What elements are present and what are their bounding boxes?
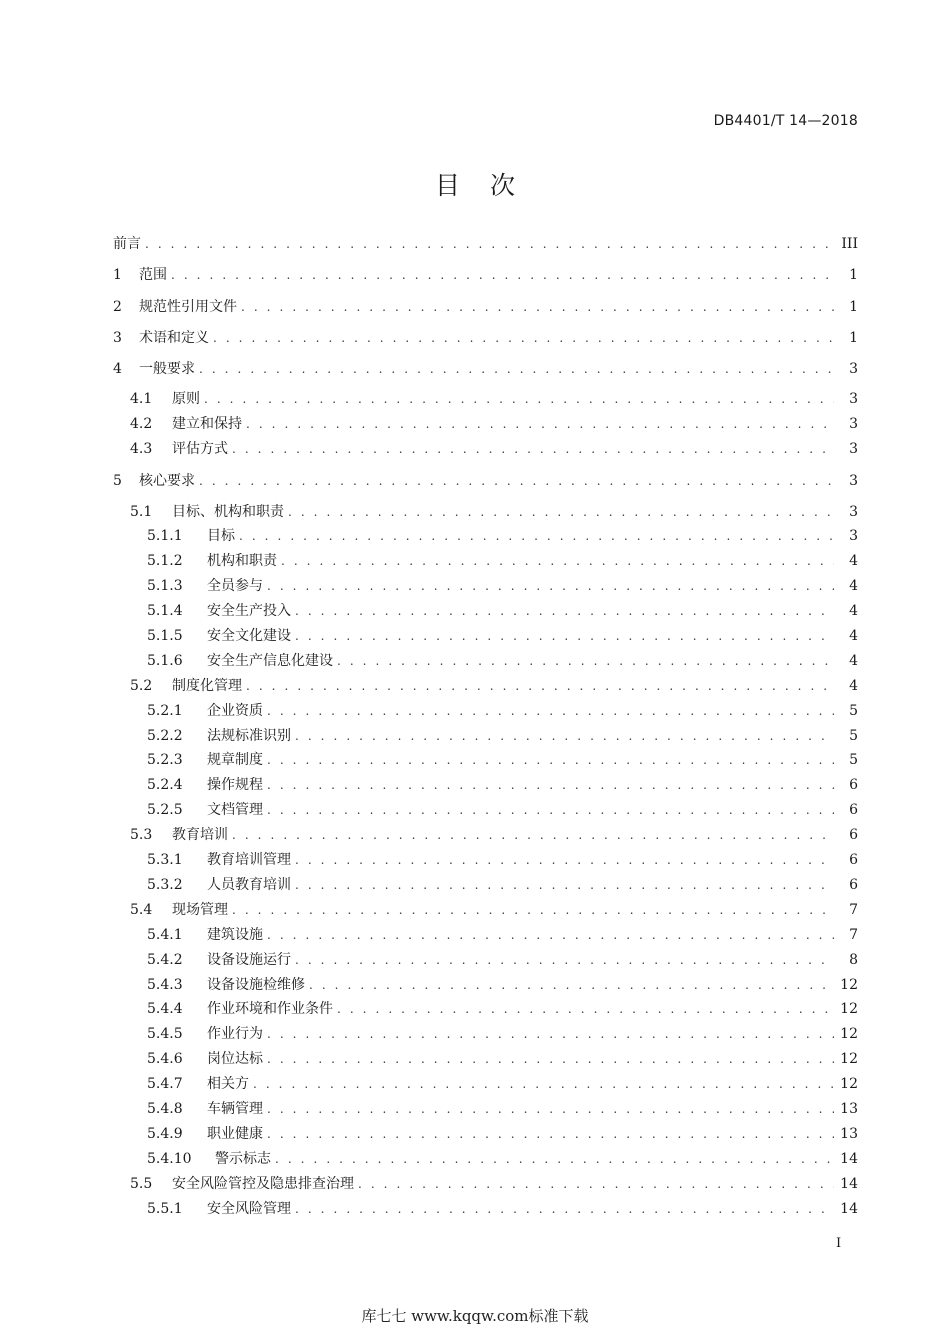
toc-entry[interactable]: [147, 524, 858, 548]
toc-entry[interactable]: [113, 232, 858, 256]
toc-entry-number: 4: [113, 361, 122, 377]
toc-entry-title: 操作规程: [207, 777, 263, 793]
toc-dot-leader: [358, 1172, 834, 1196]
toc-entry[interactable]: [113, 263, 858, 287]
toc-entry-number: 5.4.2: [147, 952, 183, 968]
toc-entry[interactable]: [130, 898, 858, 922]
toc-dot-leader: [213, 326, 834, 350]
toc-entry-number: 5.1.1: [147, 528, 183, 544]
toc-entry-page: 5: [849, 728, 858, 744]
toc-entry-page: 12: [840, 1051, 858, 1067]
toc-dot-leader: [267, 1022, 834, 1046]
toc-entry[interactable]: [130, 1172, 858, 1196]
toc-entry-page: 4: [849, 553, 858, 569]
toc-dot-leader: [232, 898, 834, 922]
toc-entry[interactable]: [147, 1147, 858, 1171]
toc-entry-page: 14: [840, 1176, 858, 1192]
toc-entry-number: 5.4.4: [147, 1001, 183, 1017]
toc-entry-page: 12: [840, 1001, 858, 1017]
toc-dot-leader: [275, 1147, 834, 1171]
toc-dot-leader: [295, 599, 834, 623]
toc-entry-number: 5.4.8: [147, 1101, 183, 1117]
toc-entry[interactable]: [147, 873, 858, 897]
toc-entry-title: 前言: [113, 236, 141, 252]
toc-entry-title: 岗位达标: [207, 1051, 263, 1067]
toc-entry[interactable]: [147, 997, 858, 1021]
toc-entry-page: 3: [849, 528, 858, 544]
toc-entry-title: 教育培训管理: [207, 852, 291, 868]
toc-entry-number: 5.2: [130, 678, 153, 694]
toc-dot-leader: [295, 873, 834, 897]
toc-dot-leader: [295, 848, 834, 872]
toc-entry-page: 1: [849, 267, 858, 283]
toc-entry[interactable]: [130, 412, 858, 436]
toc-entry[interactable]: [147, 624, 858, 648]
toc-entry-number: 5.1.6: [147, 653, 183, 669]
toc-entry-number: 3: [113, 330, 122, 346]
toc-entry-title: 术语和定义: [139, 330, 209, 346]
footer-watermark: 库七七 www.kqqw.com标准下载: [361, 1307, 589, 1325]
toc-entry-number: 5.2.5: [147, 802, 183, 818]
toc-entry-title: 作业行为: [207, 1026, 263, 1042]
toc-entry-title: 规章制度: [207, 752, 263, 768]
toc-dot-leader: [309, 973, 834, 997]
toc-dot-leader: [267, 1047, 834, 1071]
toc-entry-page: 12: [840, 1076, 858, 1092]
toc-entry-title: 设备设施运行: [207, 952, 291, 968]
toc-entry-page: 13: [840, 1101, 858, 1117]
toc-entry-title: 文档管理: [207, 802, 263, 818]
toc-dot-leader: [295, 624, 834, 648]
toc-entry-number: 5.5: [130, 1176, 153, 1192]
toc-entry-title: 相关方: [207, 1076, 249, 1092]
toc-entry[interactable]: [147, 1022, 858, 1046]
toc-entry-page: 6: [849, 852, 858, 868]
toc-entry-number: 5.4: [130, 902, 153, 918]
toc-entry-title: 安全风险管理: [207, 1201, 291, 1217]
document-code: DB4401/T 14—2018: [713, 113, 858, 129]
toc-entry[interactable]: [147, 1197, 858, 1221]
toc-entry-page: 3: [849, 391, 858, 407]
toc-entry[interactable]: [147, 1072, 858, 1096]
toc-entry[interactable]: [147, 1122, 858, 1146]
toc-entry-number: 4.1: [130, 391, 153, 407]
toc-entry-page: 6: [849, 877, 858, 893]
toc-entry[interactable]: [147, 649, 858, 673]
toc-entry-page: 5: [849, 703, 858, 719]
toc-entry[interactable]: [130, 500, 858, 524]
toc-entry-number: 5.3.2: [147, 877, 183, 893]
toc-dot-leader: [246, 412, 834, 436]
toc-entry[interactable]: [147, 798, 858, 822]
toc-entry-title: 核心要求: [139, 473, 195, 489]
toc-entry-page: 4: [849, 603, 858, 619]
toc-entry-page: 4: [849, 653, 858, 669]
toc-entry-number: 5.4.6: [147, 1051, 183, 1067]
toc-entry-number: 5.5.1: [147, 1201, 183, 1217]
toc-dot-leader: [267, 1097, 834, 1121]
toc-entry-page: 5: [849, 752, 858, 768]
toc-entry-title: 目标: [207, 528, 235, 544]
toc-entry[interactable]: [147, 973, 858, 997]
toc-entry-page: 1: [849, 330, 858, 346]
toc-entry-page: 6: [849, 827, 858, 843]
toc-entry-page: 14: [840, 1151, 858, 1167]
toc-entry[interactable]: [113, 357, 858, 381]
toc-entry[interactable]: [113, 326, 858, 350]
toc-entry-title: 规范性引用文件: [139, 299, 237, 315]
toc-entry-number: 1: [113, 267, 122, 283]
toc-entry[interactable]: [147, 748, 858, 772]
toc-dot-leader: [246, 674, 834, 698]
toc-entry-title: 现场管理: [172, 902, 228, 918]
toc-entry-number: 5: [113, 473, 122, 489]
toc-entry-title: 安全生产信息化建设: [207, 653, 333, 669]
toc-entry-page: 3: [849, 441, 858, 457]
toc-dot-leader: [204, 387, 834, 411]
toc-entry-page: 1: [849, 299, 858, 315]
toc-entry-title: 企业资质: [207, 703, 263, 719]
toc-entry-number: 5.3.1: [147, 852, 183, 868]
toc-dot-leader: [295, 1197, 834, 1221]
toc-entry[interactable]: [147, 574, 858, 598]
toc-entry-page: 3: [849, 361, 858, 377]
toc-entry-page: 14: [840, 1201, 858, 1217]
toc-entry[interactable]: [130, 387, 858, 411]
toc-entry-page: 3: [849, 473, 858, 489]
toc-entry-title: 教育培训: [172, 827, 228, 843]
toc-dot-leader: [267, 923, 834, 947]
toc-dot-leader: [171, 263, 834, 287]
toc-entry[interactable]: [113, 469, 858, 493]
toc-entry[interactable]: [147, 848, 858, 872]
toc-entry[interactable]: [147, 724, 858, 748]
toc-dot-leader: [199, 357, 834, 381]
toc-entry[interactable]: [113, 295, 858, 319]
toc-dot-leader: [267, 1122, 834, 1146]
toc-entry-page: 6: [849, 802, 858, 818]
toc-entry-title: 建筑设施: [207, 927, 263, 943]
toc-dot-leader: [199, 469, 834, 493]
toc-entry[interactable]: [147, 599, 858, 623]
toc-entry-title: 职业健康: [207, 1126, 263, 1142]
toc-entry-number: 5.1.2: [147, 553, 183, 569]
toc-entry[interactable]: [147, 549, 858, 573]
toc-entry-number: 5.4.7: [147, 1076, 183, 1092]
toc-entry-page: 7: [849, 927, 858, 943]
toc-entry-page: 7: [849, 902, 858, 918]
toc-entry-number: 5.4.3: [147, 977, 183, 993]
toc-entry-title: 安全生产投入: [207, 603, 291, 619]
toc-entry-page: 6: [849, 777, 858, 793]
toc-dot-leader: [337, 649, 834, 673]
toc-entry-number: 2: [113, 299, 122, 315]
toc-entry[interactable]: [147, 923, 858, 947]
toc-dot-leader: [267, 748, 834, 772]
toc-entry-number: 5.1.4: [147, 603, 183, 619]
toc-dot-leader: [267, 798, 834, 822]
toc-entry-title: 建立和保持: [172, 416, 242, 432]
toc-entry[interactable]: [147, 1097, 858, 1121]
toc-dot-leader: [253, 1072, 834, 1096]
toc-entry[interactable]: [147, 948, 858, 972]
toc-entry-title: 一般要求: [139, 361, 195, 377]
toc-entry-number: 4.2: [130, 416, 153, 432]
toc-entry-number: 5.2.1: [147, 703, 183, 719]
toc-entry-title: 人员教育培训: [207, 877, 291, 893]
toc-entry[interactable]: [147, 699, 858, 723]
toc-entry-number: 5.2.4: [147, 777, 183, 793]
toc-entry[interactable]: [147, 1047, 858, 1071]
page-number: I: [836, 1236, 842, 1251]
toc-dot-leader: [145, 232, 834, 256]
toc-entry-title: 目标、机构和职责: [172, 504, 284, 520]
toc-entry-number: 5.4.5: [147, 1026, 183, 1042]
page-title: 目次: [434, 171, 545, 200]
toc-entry-number: 5.2.2: [147, 728, 183, 744]
toc-entry-title: 警示标志: [215, 1151, 271, 1167]
toc-entry-page: 13: [840, 1126, 858, 1142]
toc-dot-leader: [241, 295, 834, 319]
toc-entry-page: 12: [840, 1026, 858, 1042]
toc-entry-title: 评估方式: [172, 441, 228, 457]
toc-entry-page: 3: [849, 416, 858, 432]
toc-entry-number: 5.2.3: [147, 752, 183, 768]
toc-entry[interactable]: [130, 437, 858, 461]
toc-dot-leader: [281, 549, 834, 573]
toc-entry-page: 3: [849, 504, 858, 520]
toc-entry-page: 4: [849, 678, 858, 694]
toc-entry-title: 设备设施检维修: [207, 977, 305, 993]
toc-entry-number: 5.1.3: [147, 578, 183, 594]
toc-entry[interactable]: [130, 823, 858, 847]
toc-entry-title: 范围: [139, 267, 167, 283]
toc-entry-page: 4: [849, 578, 858, 594]
toc-dot-leader: [337, 997, 834, 1021]
toc-entry-number: 5.3: [130, 827, 153, 843]
toc-entry-title: 机构和职责: [207, 553, 277, 569]
toc-dot-leader: [267, 773, 834, 797]
toc-entry-page: III: [841, 236, 858, 252]
toc-entry-number: 5.1.5: [147, 628, 183, 644]
toc-entry-title: 全员参与: [207, 578, 263, 594]
toc-entry-title: 车辆管理: [207, 1101, 263, 1117]
toc-dot-leader: [232, 823, 834, 847]
toc-entry-title: 作业环境和作业条件: [207, 1001, 333, 1017]
toc-entry-number: 5.4.1: [147, 927, 183, 943]
toc-dot-leader: [267, 574, 834, 598]
toc-entry-title: 原则: [172, 391, 200, 407]
toc-entry-title: 安全文化建设: [207, 628, 291, 644]
toc-dot-leader: [295, 948, 834, 972]
toc-dot-leader: [239, 524, 834, 548]
toc-entry-page: 12: [840, 977, 858, 993]
toc-entry-title: 制度化管理: [172, 678, 242, 694]
toc-entry-page: 4: [849, 628, 858, 644]
toc-entry-number: 4.3: [130, 441, 153, 457]
toc-entry-number: 5.1: [130, 504, 153, 520]
toc-dot-leader: [267, 699, 834, 723]
toc-entry-page: 8: [849, 952, 858, 968]
toc-entry[interactable]: [130, 674, 858, 698]
toc-dot-leader: [232, 437, 834, 461]
toc-dot-leader: [288, 500, 834, 524]
toc-entry-title: 法规标准识别: [207, 728, 291, 744]
toc-entry-number: 5.4.10: [147, 1151, 192, 1167]
toc-entry-number: 5.4.9: [147, 1126, 183, 1142]
toc-entry[interactable]: [147, 773, 858, 797]
toc-entry-title: 安全风险管控及隐患排查治理: [172, 1176, 354, 1192]
toc-dot-leader: [295, 724, 834, 748]
